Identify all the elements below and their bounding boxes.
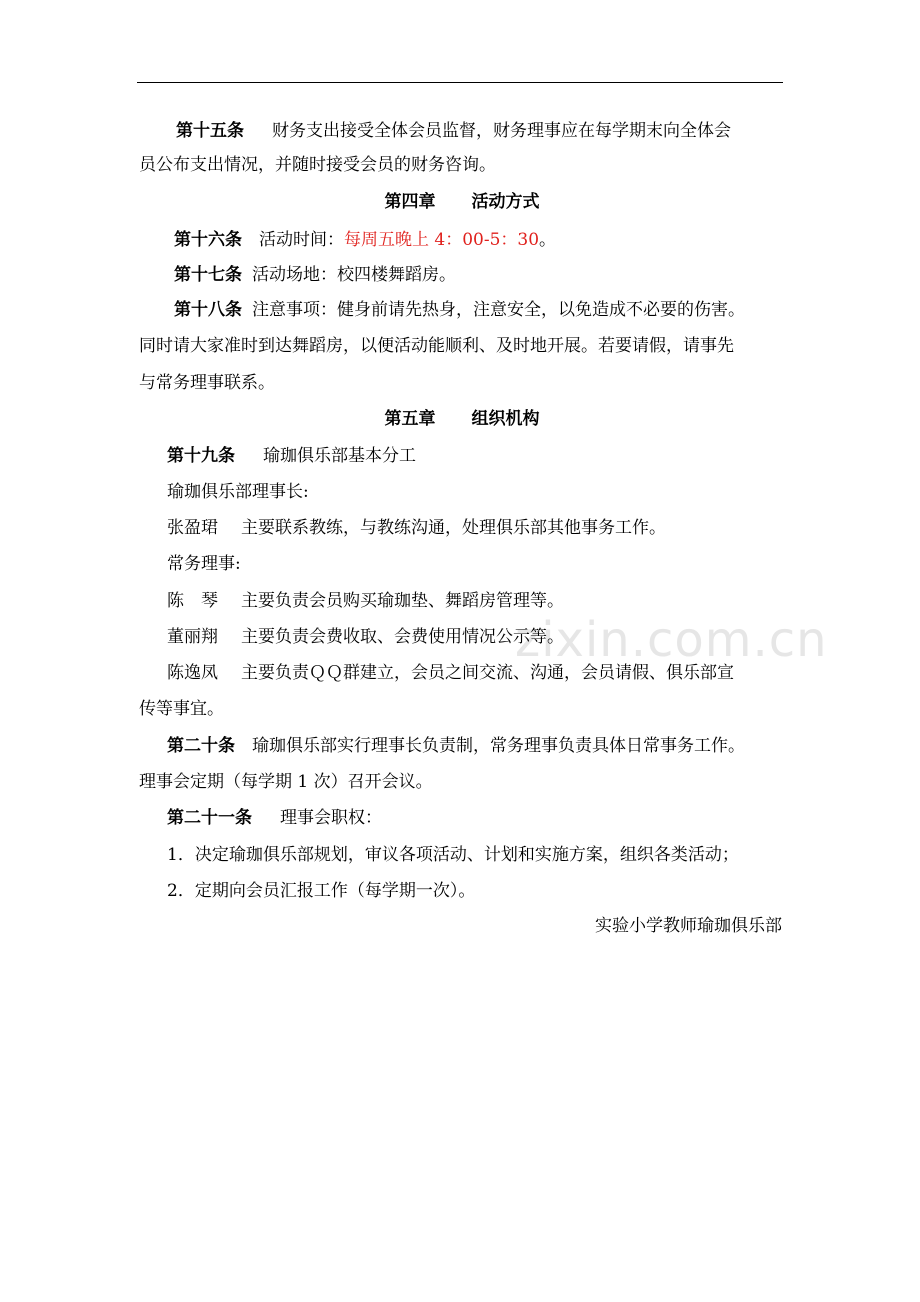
signature: 实验小学教师瑜珈俱乐部 [595, 916, 782, 936]
article-15-line-1 [176, 121, 786, 141]
article-17 [174, 265, 820, 285]
member-3-row [167, 663, 785, 683]
chapter-5-number: 第五章 [384, 409, 436, 429]
article-15-label: 第十五条 [176, 121, 244, 141]
article-20-text-1: 瑜珈俱乐部实行理事长负责制，常务理事负责具体日常事务工作。 [252, 736, 745, 756]
article-16-end: 。 [539, 230, 557, 250]
article-18-text-3: 与常务理事联系。 [139, 373, 275, 393]
article-21-label: 第二十一条 [167, 808, 252, 828]
article-16-label: 第十六条 [174, 230, 242, 250]
article-20-text-2: 理事会定期（每学期 1 次）召开会议。 [139, 772, 433, 792]
chapter-5-heading [139, 409, 785, 429]
chapter-4-number: 第四章 [384, 192, 436, 212]
article-20-label: 第二十条 [167, 736, 235, 756]
chapter-5-title: 组织机构 [471, 409, 540, 429]
article-21 [167, 808, 813, 828]
article-16 [174, 230, 820, 250]
president-name: 张盈珺 [167, 518, 218, 538]
article-15-text-2: 员公布支出情况，并随时接受会员的财务咨询。 [139, 155, 496, 175]
article-18-label: 第十八条 [174, 300, 242, 320]
article-17-label: 第十七条 [174, 265, 242, 285]
president-duty: 主要联系教练，与教练沟通，处理俱乐部其他事务工作。 [241, 518, 666, 538]
watermark: zixin.com.cn [515, 612, 828, 668]
president-title: 瑜珈俱乐部理事长: [167, 482, 309, 502]
article-19-text: 瑜珈俱乐部基本分工 [263, 446, 416, 466]
article-16-text: 活动时间： [259, 230, 344, 250]
member-1-duty: 主要负责会员购买瑜珈垫、舞蹈房管理等。 [241, 591, 564, 611]
chapter-4-title: 活动方式 [471, 192, 540, 212]
chapter-4-heading [139, 192, 785, 212]
article-18-text-1: 注意事项：健身前请先热身，注意安全，以免造成不必要的伤害。 [252, 300, 745, 320]
article-18-text-2: 同时请大家准时到达舞蹈房，以便活动能顺利、及时地开展。若要请假，请事先 [139, 336, 734, 356]
member-2-duty: 主要负责会费收取、会费使用情况公示等。 [241, 627, 564, 647]
member-3-name: 陈逸凤 [167, 663, 218, 683]
member-1-row [167, 591, 813, 611]
article-20-line-1 [167, 736, 785, 756]
member-3-duty-2: 传等事宜。 [139, 699, 224, 719]
article-18-line-1 [174, 300, 786, 320]
article-16-time: 每周五晚上 4：00-5：30 [344, 230, 540, 250]
power-item-1: 1．决定瑜珈俱乐部规划，审议各项活动、计划和实施方案，组织各类活动； [167, 845, 739, 865]
member-3-duty: 主要负责ＱＱ群建立，会员之间交流、沟通，会员请假、俱乐部宣 [241, 663, 734, 683]
member-2-name: 董丽翔 [167, 627, 218, 647]
president-row [167, 518, 813, 538]
member-2-row [167, 627, 813, 647]
member-1-name: 陈 琴 [167, 591, 218, 611]
article-17-text: 活动场地：校四楼舞蹈房。 [252, 265, 456, 285]
header-rule [137, 82, 783, 83]
article-21-text: 理事会职权： [280, 808, 382, 828]
standing-title: 常务理事: [167, 554, 241, 574]
article-19-label: 第十九条 [167, 446, 235, 466]
power-item-2: 2．定期向会员汇报工作（每学期一次）。 [167, 881, 476, 901]
article-15-text-1: 财务支出接受全体会员监督，财务理事应在每学期末向全体会 [272, 121, 731, 141]
article-19 [167, 446, 813, 466]
